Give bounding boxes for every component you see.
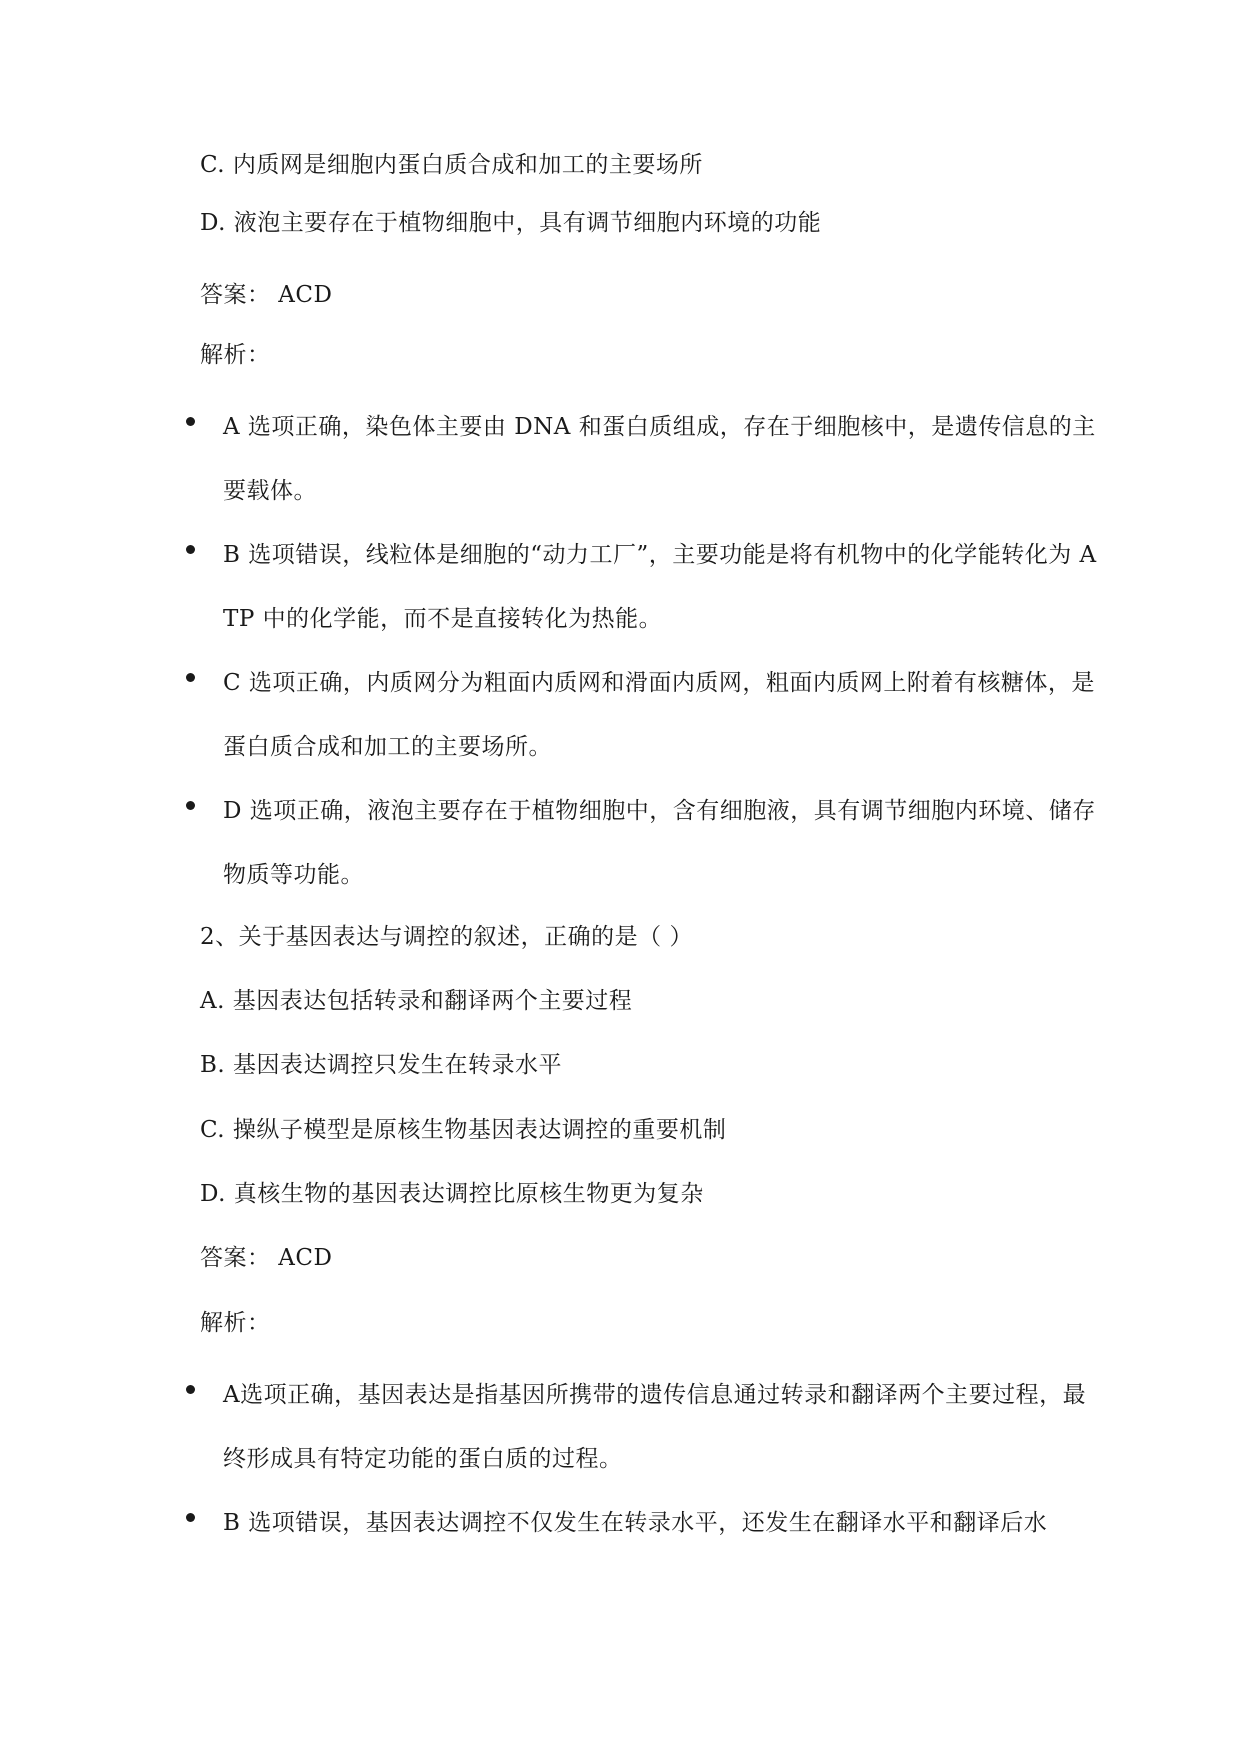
q1-option-c: C. 内质网是细胞内蛋白质合成和加工的主要场所 (200, 152, 703, 178)
q1-option-d: D. 液泡主要存在于植物细胞中，具有调节细胞内环境的功能 (200, 210, 822, 236)
q1-analysis-text: D 选项正确，液泡主要存在于植物细胞中，含有细胞液，具有调节细胞内环境、储存物质等功能。 (223, 798, 1096, 888)
q1-analysis-text: A 选项正确，染色体主要由 DNA 和蛋白质组成，存在于细胞核中，是遗传信息的主要载体。 (223, 414, 1096, 504)
bullet-icon (186, 1513, 195, 1522)
q1-analysis-label: 解析： (200, 342, 271, 368)
bullet-icon (186, 545, 195, 554)
q2-stem: 2、关于基因表达与调控的叙述，正确的是（ ） (200, 924, 693, 950)
q2-option-d: D. 真核生物的基因表达调控比原核生物更为复杂 (200, 1181, 704, 1207)
q1-analysis-text: C 选项正确，内质网分为粗面内质网和滑面内质网，粗面内质网上附着有核糖体，是蛋白质合成和加工的主要场所。 (223, 670, 1095, 760)
q1-analysis-text: B 选项错误，线粒体是细胞的“动力工厂”，主要功能是将有机物中的化学能转化为 ATP 中的化学能，而不是直接转化为热能。 (223, 542, 1097, 632)
q2-option-a: A. 基因表达包括转录和翻译两个主要过程 (200, 988, 633, 1014)
q2-analysis-text: A选项正确，基因表达是指基因所携带的遗传信息通过转录和翻译两个主要过程，最终形成具有特定功能的蛋白质的过程。 (223, 1382, 1087, 1472)
q2-analysis-label: 解析： (200, 1310, 271, 1336)
q2-option-b: B. 基因表达调控只发生在转录水平 (200, 1052, 563, 1078)
bullet-icon (186, 673, 195, 682)
q1-answer: 答案： ACD (200, 282, 333, 308)
q2-analysis-text: B 选项错误，基因表达调控不仅发生在转录水平，还发生在翻译水平和翻译后水 (223, 1510, 1048, 1536)
bullet-icon (186, 1385, 195, 1394)
bullet-icon (186, 801, 195, 810)
bullet-icon (186, 417, 195, 426)
q2-option-c: C. 操纵子模型是原核生物基因表达调控的重要机制 (200, 1117, 727, 1143)
q2-answer: 答案： ACD (200, 1245, 333, 1271)
